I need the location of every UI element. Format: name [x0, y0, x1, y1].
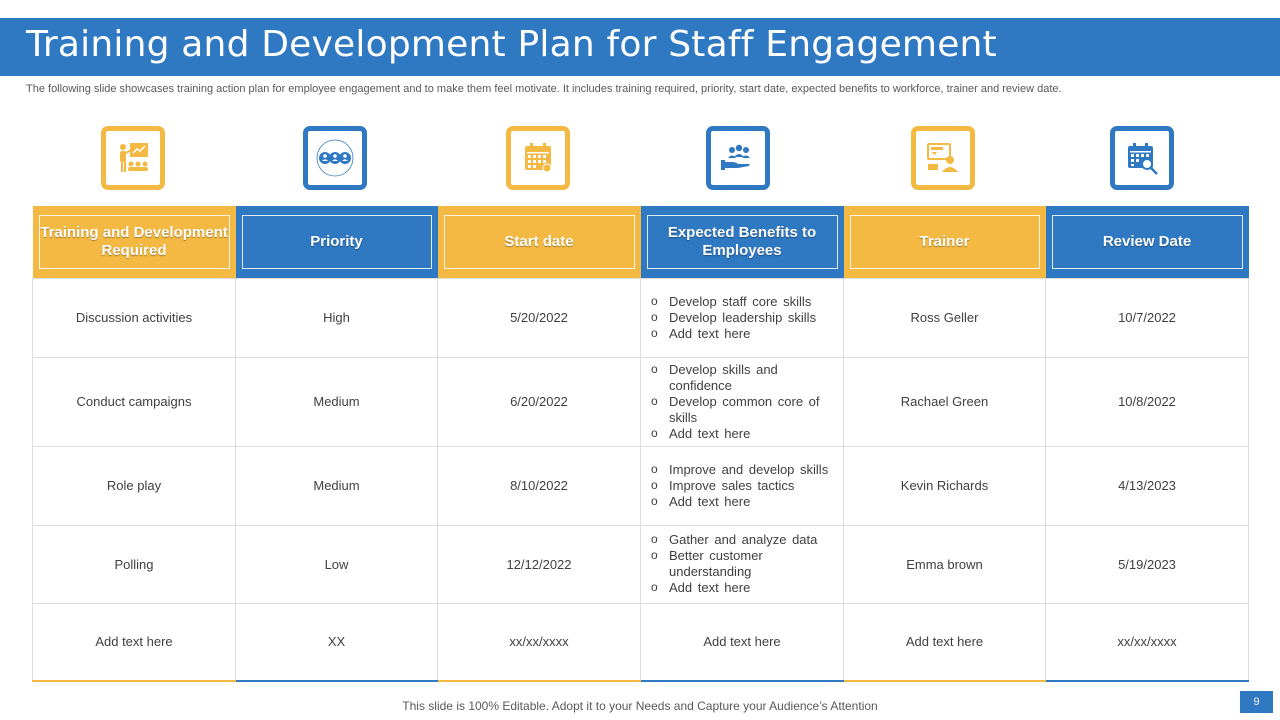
benefit-item: o Improve and develop skills [651, 462, 835, 478]
calendar-search-icon [1110, 126, 1174, 190]
benefits-cell [641, 446, 844, 525]
benefit-item: o Better customer understanding [651, 548, 835, 580]
benefits-cell [641, 278, 844, 357]
table-row [33, 603, 1249, 681]
benefit-item: o Develop skills and confidence [651, 362, 835, 394]
benefit-item: o Add text here [651, 580, 835, 596]
start-date-cell: 12/12/2022 [438, 525, 641, 603]
priority-cell: XX [236, 603, 438, 681]
table-row [33, 278, 1249, 357]
title-bar [0, 18, 1280, 76]
trainer-icon [911, 126, 975, 190]
benefits-list [641, 294, 843, 342]
priority-cell: Medium [236, 357, 438, 446]
table-row [33, 525, 1249, 603]
review-date-cell: xx/xx/xxxx [1046, 603, 1249, 681]
benefits-list [641, 532, 843, 596]
footer-note: This slide is 100% Editable. Adopt it to your Needs and Capture your Audience’s Attention [402, 699, 878, 713]
trainer-cell: Add text here [844, 603, 1046, 681]
start-date-cell: xx/xx/xxxx [438, 603, 641, 681]
table-row [33, 357, 1249, 446]
presentation-icon [101, 126, 165, 190]
header-trainer: Trainer [844, 206, 1046, 278]
header-expected-benefits: Expected Benefits to Employees [641, 206, 844, 278]
benefit-item: o Add text here [651, 494, 835, 510]
trainer-cell: Emma brown [844, 525, 1046, 603]
slide-subtitle: The following slide showcases training action plan for employee engagement and to make them feel motivate. It includes training required, priority, start date, expected benefits to workforce, trainer and review date. [26, 83, 1062, 95]
benefit-item: o Develop staff core skills [651, 294, 835, 310]
training-cell: Add text here [33, 603, 236, 681]
icon-row [32, 126, 1248, 192]
start-date-cell: 6/20/2022 [438, 357, 641, 446]
hand-group-icon [706, 126, 770, 190]
training-cell: Polling [33, 525, 236, 603]
benefits-cell: Add text here [641, 603, 844, 681]
review-date-cell: 5/19/2023 [1046, 525, 1249, 603]
page-number: 9 [1240, 691, 1273, 713]
table-row [33, 446, 1249, 525]
benefits-cell [641, 525, 844, 603]
table-header-row [33, 206, 1249, 278]
review-date-cell: 4/13/2023 [1046, 446, 1249, 525]
training-cell: Conduct campaigns [33, 357, 236, 446]
review-date-cell: 10/8/2022 [1046, 357, 1249, 446]
benefits-list [641, 462, 843, 510]
benefit-item: o Add text here [651, 426, 835, 442]
priority-cell: Low [236, 525, 438, 603]
start-date-cell: 8/10/2022 [438, 446, 641, 525]
benefit-item: o Improve sales tactics [651, 478, 835, 494]
benefits-cell [641, 357, 844, 446]
trainer-cell: Ross Geller [844, 278, 1046, 357]
benefit-item: o Gather and analyze data [651, 532, 835, 548]
benefit-item: o Develop common core of skills [651, 394, 835, 426]
header-priority: Priority [236, 206, 438, 278]
trainer-cell: Rachael Green [844, 357, 1046, 446]
review-date-cell: 10/7/2022 [1046, 278, 1249, 357]
benefit-item: o Add text here [651, 326, 835, 342]
benefits-list [641, 362, 843, 442]
priority-cell: Medium [236, 446, 438, 525]
team-icon [303, 126, 367, 190]
benefit-item: o Develop leadership skills [651, 310, 835, 326]
header-start-date: Start date [438, 206, 641, 278]
header-review-date: Review Date [1046, 206, 1249, 278]
header-training-required: Training and Development Required [33, 206, 236, 278]
calendar-icon [506, 126, 570, 190]
training-cell: Discussion activities [33, 278, 236, 357]
priority-cell: High [236, 278, 438, 357]
trainer-cell: Kevin Richards [844, 446, 1046, 525]
training-cell: Role play [33, 446, 236, 525]
page-title: Training and Development Plan for Staff Engagement [26, 24, 997, 65]
start-date-cell: 5/20/2022 [438, 278, 641, 357]
training-plan-table [32, 206, 1249, 682]
